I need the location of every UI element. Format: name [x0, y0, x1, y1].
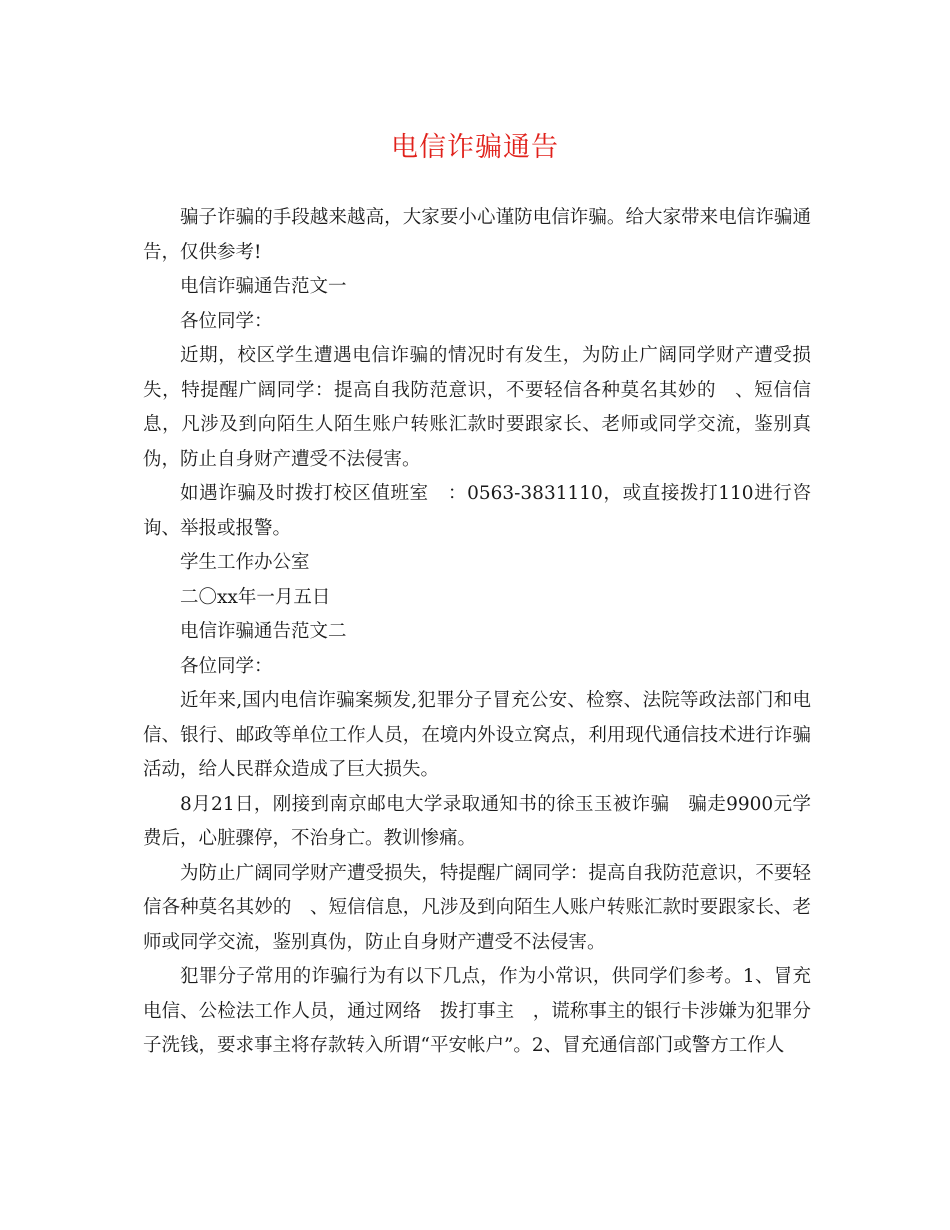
- paragraph-intro: 骗子诈骗的手段越来越高，大家要小心谨防电信诈骗。给大家带来电信诈骗通告，仅供参考!: [143, 207, 811, 263]
- document-title: 电信诈骗通告: [391, 132, 559, 163]
- paragraph: 8月21日，刚接到南京邮电大学录取通知书的徐玉玉被诈骗 骗走9900元学费后，心脏骤停，不治身亡。教训惨痛。: [143, 793, 811, 849]
- paragraph: 为防止广阔同学财产遭受损失，特提醒广阔同学：提高自我防范意识，不要轻信各种莫名其妙的 、短信信息，凡涉及到向陌生人账户转账汇款时要跟家长、老师或同学交流，鉴别真伪，防止自身财产遭受不法侵害。: [143, 862, 811, 953]
- paragraph: 近年来,国内电信诈骗案频发,犯罪分子冒充公安、检察、法院等政法部门和电信、银行、邮政等单位工作人员，在境内外设立窝点，利用现代通信技术进行诈骗活动，给人民群众造成了巨大损失。: [143, 690, 811, 780]
- salutation: 各位同学：: [180, 310, 273, 332]
- section-heading-sample-two: 电信诈骗通告范文二: [180, 621, 347, 642]
- paragraph: 如遇诈骗及时拨打校区值班室 ：0563-3831110，或直接拨打110进行咨询、举报或报警。: [143, 483, 811, 539]
- paragraph: 近期，校区学生遭遇电信诈骗的情况时有发生，为防止广阔同学财产遭受损失，特提醒广阔同学：提高自我防范意识，不要轻信各种莫名其妙的 、短信信息，凡涉及到向陌生人陌生账户转账汇款时要跟家长、老师或同学交流，鉴别真伪，防止自身财产遭受不法侵害。: [143, 345, 811, 470]
- section-heading-sample-one: 电信诈骗通告范文一: [180, 276, 347, 297]
- paragraph: 犯罪分子常用的诈骗行为有以下几点，作为小常识，供同学们参考。1、冒充电信、公检法工作人员，通过网络 拨打事主 ，谎称事主的银行卡涉嫌为犯罪分子洗钱，要求事主将存款转入所谓“平安帐户”。2、冒充通信部门或警方工作人: [143, 966, 811, 1056]
- document-body: [143, 201, 811, 1064]
- salutation: 各位同学：: [180, 655, 273, 677]
- signature-office: 学生工作办公室: [180, 552, 310, 573]
- signature-date: 二〇xx年一月五日: [180, 586, 331, 608]
